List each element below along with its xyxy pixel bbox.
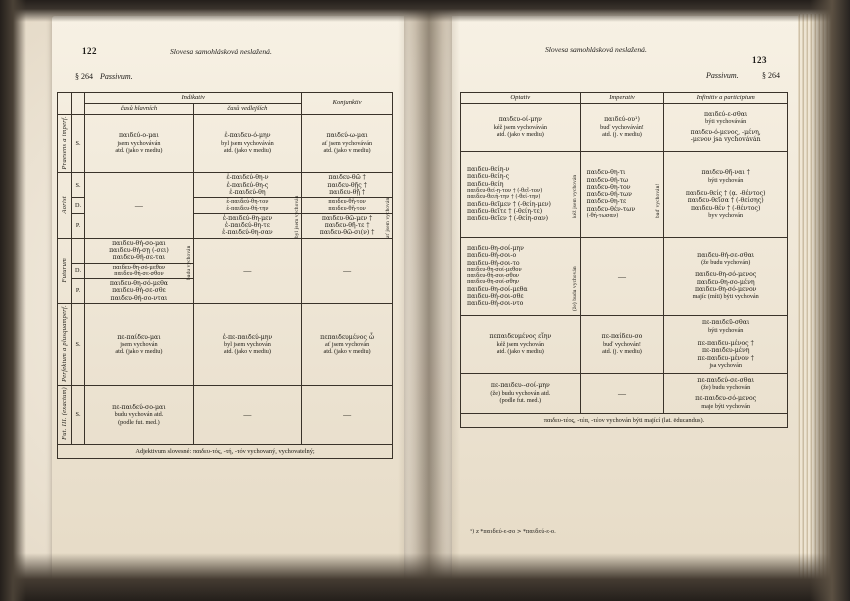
- table-row: [58, 238, 393, 263]
- cell-line: παιδευ-θείη-ν: [467, 166, 510, 174]
- cell-line: πε-παιδευ-μένη: [701, 347, 750, 355]
- cell-line: atd. (jako v mediu): [115, 348, 163, 356]
- cell-line: παιδευ-θη-σοί-μην: [467, 244, 524, 252]
- row-mark: S.: [71, 386, 84, 444]
- row-label-futurum-iii: Fut. III. (exactum): [60, 387, 68, 441]
- left-page-folio: 122: [82, 46, 97, 56]
- cell-line: πεπαιδευμένος ὦ: [320, 333, 374, 341]
- table-row: [461, 315, 788, 373]
- cell-line: παιδευ-θεῖτε † (-θείη-τε): [467, 207, 543, 215]
- cell-line: atd. (jako v mediu): [496, 347, 544, 355]
- cell-line: παιδευ-θῇς †: [327, 181, 367, 189]
- cell-line: παιδευ-οί-μην: [498, 116, 542, 124]
- cell-line: byl jsem vychován: [224, 341, 271, 349]
- cell-line: jsa vychován: [709, 361, 742, 369]
- cell-line: (podle fut. med.): [118, 418, 160, 426]
- cell-line: (podle fut. med.): [499, 396, 542, 404]
- left-col-konjunktiv: Konjunktiv: [302, 93, 393, 115]
- row-label-futurum: Futurum: [60, 257, 68, 282]
- left-col-secondary-tenses: časů vedlejších: [193, 103, 302, 114]
- cell-line: ἐ-παιδεύ-θη: [229, 188, 266, 196]
- cell-empty: —: [193, 386, 302, 444]
- cell-line: πε-παιδεῦ-σθαι: [702, 319, 750, 327]
- cell-line: παιδευ-θη-σοί-μεθα: [467, 285, 528, 293]
- cell-line: παιδευ-θη-σοί-μεθον: [467, 266, 522, 273]
- cell-line: παιδευ-θειή-την † (-θεί-την): [467, 194, 541, 201]
- side-note-aorist-secondary: byl jsem vychován: [294, 195, 301, 238]
- cell-line: πε-παιδεύ-σο-μαι: [112, 403, 166, 411]
- cell-line: (že) budu vychován atd.: [490, 389, 551, 397]
- cell-line: παιδευ-θῆ-ναι †: [701, 169, 750, 177]
- cell-line: παιδεύ-ου¹): [604, 116, 640, 124]
- cell-line: παιδευ-θεῖσα † (-θείσης): [687, 197, 764, 205]
- cell-line: atd. (jako v mediu): [115, 147, 163, 155]
- cell-empty: —: [580, 237, 664, 315]
- cell-line: atd. (jako v mediu): [323, 147, 371, 155]
- cell-line: ἐ-παιδευ-θή-την: [226, 205, 269, 212]
- right-page-footnote: ¹) z *παιδεύ-ε-σο > *παιδεύ-ε-ο.: [470, 529, 556, 535]
- cell-line: byv vychován: [708, 211, 744, 219]
- right-col-imperativ: Imperativ: [580, 93, 664, 104]
- cell-line: παιδευ-θή-σοι-σθε: [467, 292, 524, 300]
- cell-line: παιδευ-θῆ-τον: [328, 199, 366, 206]
- row-mark: [71, 238, 84, 263]
- row-mark: D.: [71, 198, 84, 214]
- cell-line: (že budu vychován): [701, 259, 751, 267]
- table-row: [461, 103, 788, 151]
- scan-edge-top: [0, 0, 850, 22]
- cell-line: παιδευ-θῶ †: [328, 174, 366, 182]
- cell-empty: —: [193, 238, 302, 303]
- cell-line: buď vychováván!: [600, 123, 644, 131]
- table-row: [461, 237, 788, 315]
- cell-line: πε-παιδεύ-σε-σθαι: [697, 376, 755, 384]
- cell-empty: —: [302, 238, 393, 303]
- right-page-running-head: Slovesa samohlásková neslažená.: [545, 45, 647, 54]
- cell-line: παιδευ-θη-σό-μενον: [694, 286, 757, 294]
- cell-line: παιδευ-θέν-των: [586, 205, 636, 213]
- cell-line: atd. (j. v mediu): [602, 130, 642, 138]
- cell-line: jsem vychováván: [117, 139, 161, 147]
- cell-line: buď vychován!: [603, 340, 641, 348]
- row-mark: S.: [71, 173, 84, 198]
- cell-line: παιδευ-θή-σε-σθε: [112, 287, 166, 295]
- cell-line: ἐ-παιδεύ-θη-μεν: [222, 214, 273, 222]
- left-adjective-note: Adjektivum slovesné: παιδευ-τός, -τή, -τόν vychovaný, vychovatelný;: [58, 444, 393, 459]
- cell-line: majíc (míti) býti vychován: [692, 293, 759, 301]
- cell-line: πεπαιδευμένος εἴην: [489, 333, 552, 341]
- right-col-optativ: Optativ: [461, 93, 581, 104]
- cell-line: παιδευ-θη-σό-μενος: [695, 271, 757, 279]
- cell-line: παιδευ-θείη-ς: [467, 173, 510, 181]
- cell-line: παιδευ-θη-τον: [586, 183, 631, 191]
- left-page-running-head: Slovesa samohlásková neslažená.: [170, 47, 272, 56]
- cell-line: πε-παιδευ-σό-μενος: [695, 395, 757, 403]
- cell-line: παιδευ-θεῖμεν † (-θείη-μεν): [467, 200, 551, 208]
- cell-line: παιδευ-θείη: [467, 180, 504, 188]
- table-row: [58, 304, 393, 386]
- cell-line: παιδευ-θή-σε-σθαι: [697, 251, 755, 259]
- left-col-main-tenses: časů hlavních: [85, 103, 194, 114]
- cell-line: παιδευ-θή-των: [586, 191, 632, 199]
- right-adjective-note: παιδευ-τέος, -τέα, -τέον vychován býti mající (lat. ēducandus).: [461, 413, 788, 428]
- cell-line: πε-παίδευ-μαι: [117, 333, 161, 341]
- cell-line: παιδευ-θεῖεν † (-θείη-σαν): [467, 215, 549, 223]
- cell-line: atd. (j. v mediu): [602, 347, 642, 355]
- left-paradigm-table: [57, 92, 393, 459]
- scan-edge-left: [0, 0, 26, 601]
- cell-line: πε-παιδευ-μένος †: [697, 339, 754, 347]
- table-footer-row: [58, 444, 393, 459]
- cell-line: παιδεύ-ω-μαι: [326, 132, 368, 140]
- cell-line: atd. (jako v mediu): [323, 348, 371, 356]
- cell-line: παιδευ-θή-σε-σθον: [114, 270, 164, 277]
- cell-line: budu vychován atd.: [114, 411, 164, 419]
- cell-line: παιδεύ-ε-σθαι: [704, 111, 748, 119]
- cell-line: παιδευ-ό-μενος, -μένη,: [690, 128, 761, 136]
- cell-empty: —: [302, 386, 393, 444]
- cell-line: jsem vychován: [120, 341, 158, 349]
- row-mark: S.: [71, 114, 84, 173]
- cell-line: ἐ-πε-παιδεύ-μην: [222, 333, 273, 341]
- row-mark: P.: [71, 279, 84, 304]
- side-note-optative-futurum: (že) budu vychován: [571, 265, 578, 311]
- row-label-aorist: Aorist: [60, 195, 68, 214]
- table-row: [58, 386, 393, 444]
- cell-line: παιδευ-θέν † (-θέντος): [690, 204, 761, 212]
- cell-line: kéž jsem vychován: [496, 340, 545, 348]
- cell-line: atd. (jako v mediu): [223, 348, 271, 356]
- cell-line: παιδευ-θῇ †: [329, 188, 366, 196]
- cell-line: ať jsem vychován: [324, 341, 370, 349]
- cell-line: ἐ-παιδεύ-θη-τε: [224, 222, 270, 230]
- table-row: [461, 373, 788, 413]
- cell-line: παιδευ-θείς † (ᾳ. -θέντος): [685, 189, 766, 197]
- cell-line: παιδευ-θη-σοί-σθην: [467, 279, 520, 286]
- scan-edge-bottom: [0, 553, 850, 601]
- cell-line: παιδευ-θή-σοι-σθον: [467, 273, 520, 280]
- right-section-title: Passivum.: [706, 71, 739, 80]
- book-gutter-shadow: [398, 0, 460, 601]
- cell-line: ἐ-παιδεύ-θη-ς: [226, 181, 269, 189]
- cell-line: παιδευ-θή-σε-ται: [112, 254, 166, 262]
- left-section-number: § 264: [75, 72, 93, 81]
- right-col-infinitiv: Infinitiv a participium: [664, 93, 788, 104]
- cell-line: ἐ-παιδεύ-θη-ν: [226, 174, 269, 182]
- side-note-aorist-conjunctive: ať jsem vychován: [384, 197, 391, 238]
- cell-line: παιδευ-θῶ-μεν †: [321, 214, 373, 222]
- cell-line: ať jsem vychováván: [322, 139, 373, 147]
- cell-line: kéž jsem vychováván: [493, 123, 547, 131]
- cell-line: παιδευ-θή-σοι-ντο: [467, 300, 524, 308]
- cell-line: byl jsem vychováván: [221, 139, 274, 147]
- left-col-group-indicative: Indikativ: [85, 93, 302, 104]
- table-row: [461, 151, 788, 237]
- cell-line: παιδευ-θή-σοι-το: [467, 259, 520, 267]
- table-row: [58, 114, 393, 173]
- cell-line: πε-παίδευ-σο: [601, 333, 643, 341]
- cell-line: παιδευ-θη-τε: [586, 198, 627, 206]
- cell-line: παιδευ-θή-σο-νται: [110, 294, 168, 302]
- cell-line: παιδευ-θή-τω: [586, 176, 629, 184]
- cell-line: (-θή-τωσαν): [586, 213, 619, 220]
- cell-line: atd. (jako v mediu): [496, 130, 544, 138]
- row-mark: S.: [71, 304, 84, 386]
- cell-line: býti vychován: [708, 176, 744, 184]
- scan-edge-right: [810, 0, 850, 601]
- cell-line: ἐ-παιδεύ-θη-σαν: [222, 229, 273, 237]
- side-note-futurum: budu vychován: [185, 245, 192, 280]
- row-mark: P.: [71, 213, 84, 238]
- cell-line: býti vychován: [708, 326, 744, 334]
- right-section-number: § 264: [762, 71, 780, 80]
- cell-line: -μενον jsa vychováván: [690, 136, 761, 144]
- right-paradigm-table: [460, 92, 788, 428]
- cell-line: παιδευ-θη-σό-μεθα: [109, 280, 168, 288]
- cell-line: παιδευ-θή-σοι-ο: [467, 252, 517, 260]
- cell-line: (že) budu vychován: [701, 383, 751, 391]
- side-note-optative-aorist: kéž jsem vychován: [571, 174, 578, 218]
- cell-empty: —: [580, 373, 664, 413]
- cell-line: παιδευ-θη-τι: [586, 169, 626, 177]
- cell-line: ἐ-παιδεύ-θη-τον: [226, 199, 269, 206]
- cell-line: maje býti vychován: [701, 402, 751, 410]
- cell-line: παιδεύ-ο-μαι: [118, 132, 159, 140]
- cell-line: atd. (jako v mediu): [223, 147, 271, 155]
- table-footer-row: [461, 413, 788, 428]
- cell-line: býti vychováván: [705, 118, 747, 126]
- cell-line: παιδευ-θή-σῃ (-σει): [109, 247, 169, 255]
- cell-line: ἐ-παιδευ-ό-μην: [224, 132, 271, 140]
- cell-line: παιδευ-θή-σο-μαι: [112, 239, 166, 247]
- row-label-praesens: Praesens a imperf.: [60, 115, 68, 170]
- right-page-folio: 123: [752, 55, 767, 65]
- cell-line: παιδευ-θεί-η-τον † (-θεῖ-τον): [467, 188, 543, 195]
- cell-line: παιδευ-θῶ-σι(ν) †: [319, 229, 375, 237]
- cell-line: παιδευ-θῆ-τε †: [324, 222, 370, 230]
- row-label-perfektum: Perfektum a plusquamperf.: [60, 305, 68, 383]
- side-note-imperative-aorist: buď vychován!: [655, 183, 662, 218]
- cell-line: παιδευ-θη-σό-μεθον: [112, 264, 166, 271]
- cell-line: παιδευ-θῆ-τον: [328, 205, 366, 212]
- cell-empty: —: [85, 173, 194, 238]
- cell-line: πε-παιδευ--σοί-μην: [490, 382, 550, 390]
- table-row: [58, 173, 393, 198]
- left-section-title: Passivum.: [100, 72, 133, 81]
- cell-line: πε-παιδευ-μένον †: [697, 354, 754, 362]
- cell-line: παιδευ-θη-σο-μένη: [696, 278, 755, 286]
- row-mark: D.: [71, 263, 84, 279]
